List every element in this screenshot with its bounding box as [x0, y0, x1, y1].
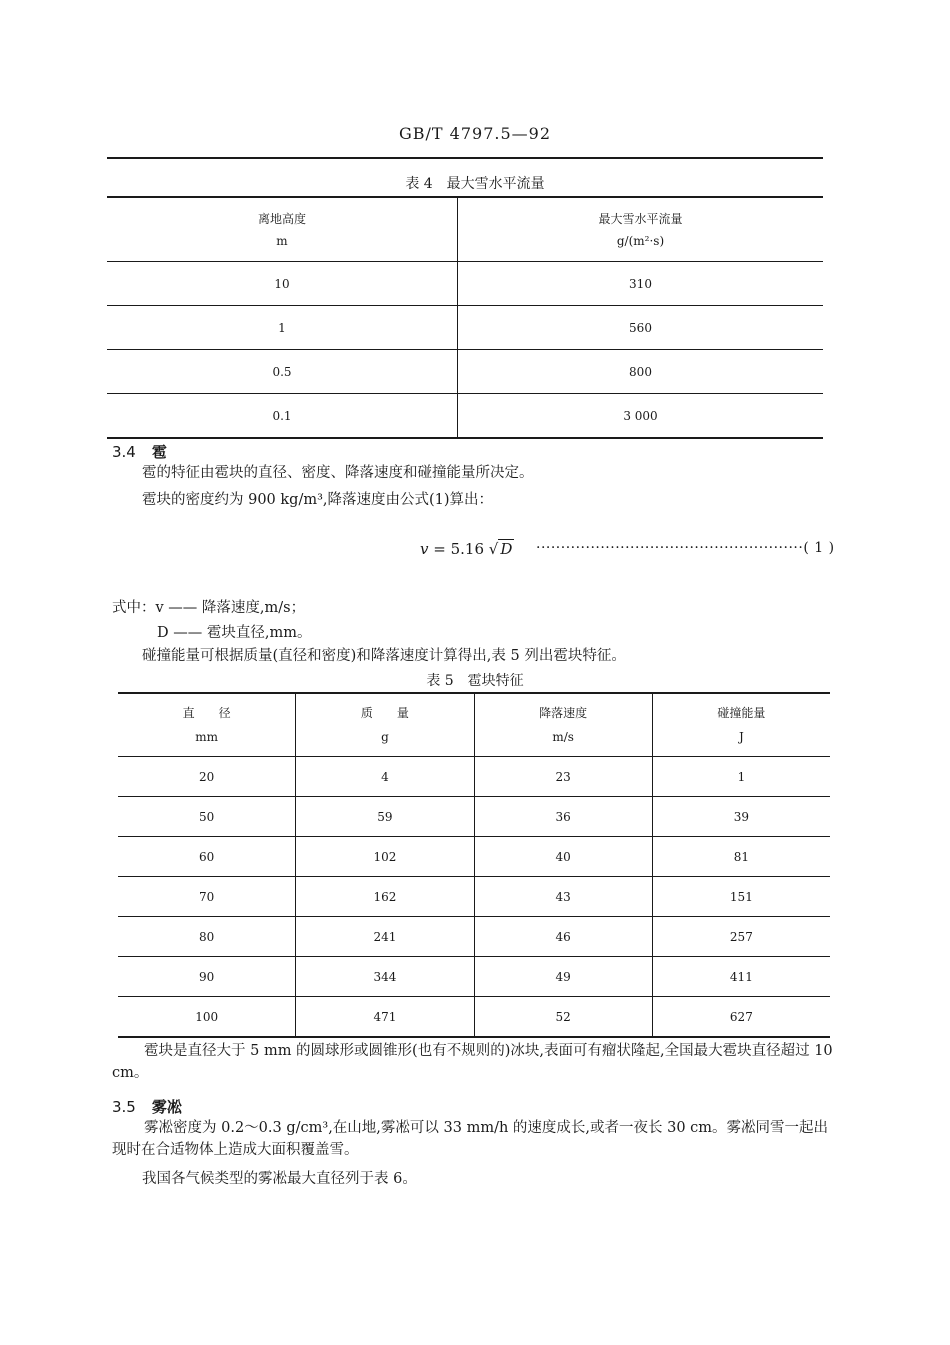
- table-cell: 36: [474, 797, 652, 837]
- hail-description-paragraph: 雹块是直径大于 5 mm 的圆球形或圆锥形(也有不规则的)冰块,表面可有瘤状隆起,全国最大雹块直径超过 10 cm。: [112, 1043, 833, 1081]
- table-row: [118, 757, 830, 797]
- header-label: 直 径: [182, 706, 231, 720]
- table-cell: 59: [296, 797, 474, 837]
- table-cell: 100: [118, 997, 296, 1038]
- table-cell: 627: [729, 1009, 753, 1024]
- table4: [107, 196, 823, 439]
- table-cell: 162: [296, 877, 474, 917]
- section-3-4-paragraph-1: 雹的特征由雹块的直径、密度、降落速度和碰撞能量所决定。: [142, 465, 534, 481]
- formula-lhs: v: [420, 540, 429, 558]
- formula-number: ( 1 ): [803, 540, 835, 556]
- table5-header-row: [118, 693, 830, 757]
- header-label: 降落速度: [539, 706, 588, 720]
- table-cell: 46: [474, 917, 652, 957]
- table-row: [107, 350, 823, 394]
- section-3-5-paragraph-1: 雾凇密度为 0.2～0.3 g/cm³,在山地,雾凇可以 33 mm/h 的速度成长,或者一夜长 30 cm。雾凇同雪一起出现时在合适物体上造成大面积覆盖雪。: [112, 1120, 829, 1158]
- table-cell: 43: [474, 877, 652, 917]
- table-cell: 90: [118, 957, 296, 997]
- table-cell: 80: [118, 917, 296, 957]
- table4-caption: 表 4 最大雪水平流量: [405, 176, 545, 192]
- section-title: 雾凇: [151, 1098, 182, 1116]
- table-cell: 1: [652, 757, 830, 797]
- page-header: GB/T 4797.5—92: [398, 124, 552, 143]
- table5: [118, 692, 830, 1038]
- table-row: [118, 957, 830, 997]
- table-cell: 10: [107, 262, 458, 306]
- table-cell: 1: [107, 306, 458, 350]
- header-label: 质 量: [360, 706, 409, 720]
- table-row: [118, 997, 830, 1038]
- table5-header-mass: [296, 693, 474, 757]
- table-cell: 3 000: [623, 408, 658, 423]
- table4-header-flow: [458, 197, 824, 262]
- table5-header-velocity: [474, 693, 652, 757]
- table5-header-energy: [652, 693, 830, 757]
- table-cell: 800: [458, 350, 824, 394]
- section-title: 雹: [151, 443, 167, 461]
- where-line-2: D —— 雹块直径,mm。: [157, 625, 312, 641]
- table-cell: 0.1: [107, 394, 458, 439]
- table-row: [107, 306, 823, 350]
- table-row: [118, 797, 830, 837]
- table-cell: 20: [118, 757, 296, 797]
- header-unit: g/(m²·s): [616, 233, 665, 248]
- header-label: 碰撞能量: [717, 706, 766, 720]
- table5-header-diameter: [118, 693, 296, 757]
- table-cell: 310: [458, 262, 824, 306]
- section-3-4-paragraph-2: 雹块的密度约为 900 kg/m³,降落速度由公式(1)算出：: [142, 492, 494, 508]
- table-cell: 471: [296, 997, 474, 1038]
- header-label: 离地高度: [257, 211, 306, 226]
- table-row: [118, 877, 830, 917]
- table-cell: 411: [652, 957, 830, 997]
- section-3-4-paragraph-3: 碰撞能量可根据质量(直径和密度)和降落速度计算得出,表 5 列出雹块特征。: [142, 648, 626, 664]
- formula-1: [420, 540, 514, 558]
- table-cell: 81: [652, 837, 830, 877]
- table-cell: 241: [296, 917, 474, 957]
- table4-header-row: [107, 197, 823, 262]
- table-cell: 70: [118, 877, 296, 917]
- formula-radicand: D: [500, 540, 513, 558]
- table5-caption: 表 5 雹块特征: [426, 673, 524, 689]
- section-number: 3.4: [112, 443, 136, 461]
- table-row: [118, 917, 830, 957]
- table-cell: 344: [296, 957, 474, 997]
- table-cell: 49: [474, 957, 652, 997]
- table-cell: 560: [458, 306, 824, 350]
- formula-dots: ······················································: [536, 540, 804, 556]
- table-cell: 50: [118, 797, 296, 837]
- table-cell: 151: [652, 877, 830, 917]
- header-unit: mm: [195, 730, 219, 744]
- header-unit: m/s: [552, 730, 574, 744]
- table-cell: 257: [652, 917, 830, 957]
- table-cell: 60: [118, 837, 296, 877]
- table4-header-height: [107, 197, 458, 262]
- table-row: [107, 262, 823, 306]
- section-3-5-paragraph-2: 我国各气候类型的雾凇最大直径列于表 6。: [142, 1171, 417, 1187]
- section-3-4-heading: [112, 441, 167, 462]
- section-number: 3.5: [112, 1098, 136, 1116]
- header-unit: J: [738, 730, 744, 744]
- table-cell: 39: [652, 797, 830, 837]
- table-cell: 102: [296, 837, 474, 877]
- header-unit: g: [381, 730, 389, 744]
- formula-operator: = 5.16 √: [428, 540, 499, 558]
- header-rule: [107, 157, 823, 159]
- table-row: [107, 394, 823, 439]
- table-cell: 23: [474, 757, 652, 797]
- header-label: 最大雪水平流量: [598, 211, 683, 226]
- formula-leader: [536, 540, 835, 556]
- table-cell: 0.5: [107, 350, 458, 394]
- table-row: [118, 837, 830, 877]
- section-3-5-heading: [112, 1096, 182, 1117]
- table-cell: 52: [474, 997, 652, 1038]
- table-cell: 4: [296, 757, 474, 797]
- header-unit: m: [276, 233, 288, 248]
- table-cell: 40: [474, 837, 652, 877]
- where-line-1: 式中：v —— 降落速度,m/s；: [112, 600, 306, 616]
